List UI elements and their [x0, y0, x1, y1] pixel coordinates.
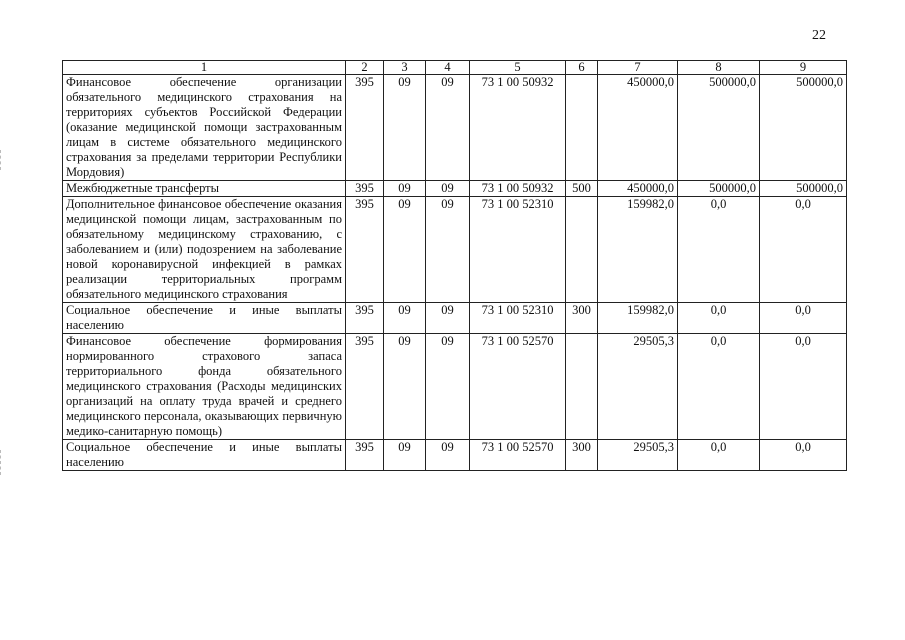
- cell-col8: 0,0: [678, 303, 760, 334]
- cell-col4: 09: [426, 303, 470, 334]
- cell-col7: 159982,0: [598, 197, 678, 303]
- table-row: [63, 303, 847, 334]
- cell-col4: 09: [426, 197, 470, 303]
- page-number: 22: [812, 28, 826, 43]
- cell-col9: 0,0: [760, 334, 847, 440]
- cell-col8: 0,0: [678, 334, 760, 440]
- table-row: [63, 440, 847, 471]
- cell-col3: 09: [384, 334, 426, 440]
- row-name: Финансовое обеспечение формирования нормированного страхового запаса территориального фонда обязательного медицинского страхования (Расходы медицинских организаций на оплату труда врачей и среднего медицинского персонала, оказывающих первичную медико-санитарную помощь): [63, 334, 346, 440]
- column-header: 4: [426, 61, 470, 75]
- cell-col2: 395: [346, 75, 384, 181]
- cell-col6: [566, 75, 598, 181]
- table-row: [63, 334, 847, 440]
- cell-col5: 73 1 00 50932: [470, 75, 566, 181]
- cell-col9: 0,0: [760, 303, 847, 334]
- row-name: Межбюджетные трансферты: [63, 181, 346, 197]
- table-row: [63, 181, 847, 197]
- cell-col6: 500: [566, 181, 598, 197]
- column-header: 8: [678, 61, 760, 75]
- cell-col7: 159982,0: [598, 303, 678, 334]
- cell-col5: 73 1 00 52570: [470, 334, 566, 440]
- row-name: Социальное обеспечение и иные выплаты населению: [63, 440, 346, 471]
- cell-col9: 500000,0: [760, 181, 847, 197]
- budget-table: [62, 60, 847, 471]
- cell-col2: 395: [346, 181, 384, 197]
- cell-col2: 395: [346, 334, 384, 440]
- cell-col6: 300: [566, 303, 598, 334]
- table-row: [63, 75, 847, 181]
- cell-col7: 29505,3: [598, 440, 678, 471]
- cell-col4: 09: [426, 181, 470, 197]
- cell-col8: 0,0: [678, 197, 760, 303]
- cell-col4: 09: [426, 334, 470, 440]
- cell-col9: 0,0: [760, 197, 847, 303]
- column-header: 6: [566, 61, 598, 75]
- column-header: 3: [384, 61, 426, 75]
- cell-col8: 0,0: [678, 440, 760, 471]
- cell-col9: 500000,0: [760, 75, 847, 181]
- cell-col2: 395: [346, 440, 384, 471]
- cell-col7: 450000,0: [598, 75, 678, 181]
- cell-col2: 395: [346, 197, 384, 303]
- cell-col3: 09: [384, 75, 426, 181]
- cell-col6: [566, 334, 598, 440]
- cell-col4: 09: [426, 75, 470, 181]
- row-name: Финансовое обеспечение организации обязательного медицинского страхования на территориях субъектов Российской Федерации (оказание медицинской помощи застрахованным лицам в системе обязательного медицинского страхования за пределами территории Республики Мордовия): [63, 75, 346, 181]
- cell-col8: 500000,0: [678, 181, 760, 197]
- cell-col5: 73 1 00 52310: [470, 197, 566, 303]
- cell-col2: 395: [346, 303, 384, 334]
- cell-col3: 09: [384, 303, 426, 334]
- scan-edge-mark: [0, 450, 7, 475]
- cell-col9: 0,0: [760, 440, 847, 471]
- cell-col3: 09: [384, 197, 426, 303]
- cell-col8: 500000,0: [678, 75, 760, 181]
- column-header: 9: [760, 61, 847, 75]
- cell-col3: 09: [384, 440, 426, 471]
- column-header: 1: [63, 61, 346, 75]
- row-name: Социальное обеспечение и иные выплаты населению: [63, 303, 346, 334]
- cell-col3: 09: [384, 181, 426, 197]
- column-header: 2: [346, 61, 384, 75]
- column-header: 5: [470, 61, 566, 75]
- cell-col6: [566, 197, 598, 303]
- cell-col5: 73 1 00 50932: [470, 181, 566, 197]
- cell-col7: 29505,3: [598, 334, 678, 440]
- scan-edge-mark: [0, 150, 7, 170]
- cell-col4: 09: [426, 440, 470, 471]
- cell-col6: 300: [566, 440, 598, 471]
- cell-col5: 73 1 00 52310: [470, 303, 566, 334]
- cell-col5: 73 1 00 52570: [470, 440, 566, 471]
- header-row: [63, 61, 847, 75]
- row-name: Дополнительное финансовое обеспечение оказания медицинской помощи лицам, застрахованным по обязательному медицинскому страхованию, с заболеванием и (или) подозрением на заболевание новой коронавирусной инфекцией в рамках реализации территориальных программ обязательного медицинского страхования: [63, 197, 346, 303]
- table-row: [63, 197, 847, 303]
- cell-col7: 450000,0: [598, 181, 678, 197]
- column-header: 7: [598, 61, 678, 75]
